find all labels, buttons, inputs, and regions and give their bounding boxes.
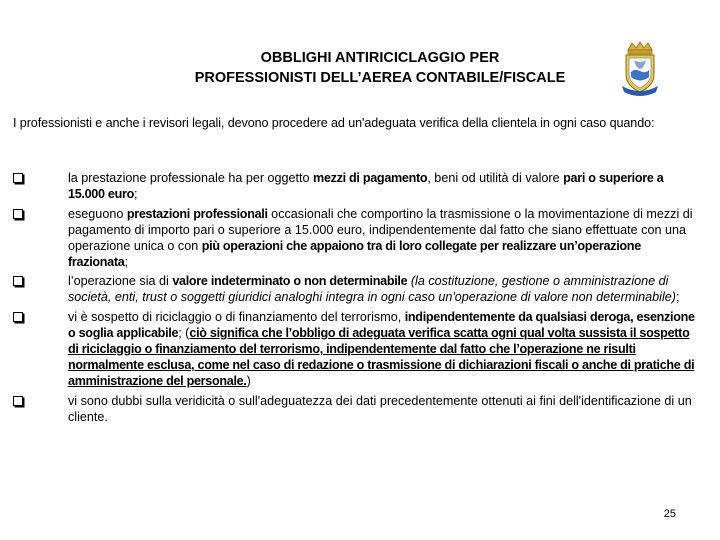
bullet-text: occasionali che comportino la trasmissione o la movimentazione di mezzi di pagamento di importo pari o superiore a 15.000 euro, indipendentemente dal fatto che siano effettuate con una operazione unica o con <box>68 207 693 253</box>
bullet-emphasis: più operazioni che appaiono tra di loro collegate per realizzare un’operazione frazionata <box>68 239 641 269</box>
bullet-text: ; <box>675 290 680 304</box>
bullet-text: la prestazione professionale ha per oggetto <box>68 171 314 185</box>
square-bullet-icon <box>13 396 23 406</box>
bullet-italic-text: (la costituzione, gestione o amministrazione di società, enti, trust o soggetti giuridici analoghi integra in ogni caso un'operazione di valore non determinabile) <box>68 274 676 304</box>
bullet-emphasis: pari o superiore a 15.000 euro <box>68 171 664 201</box>
bullet-text: l’operazione sia di <box>68 274 173 288</box>
bullet-text: ) <box>246 374 251 388</box>
bullet-emphasis: mezzi di pagamento <box>313 171 428 185</box>
list-item <box>13 170 703 202</box>
bullet-emphasis: indipendentemente da qualsiasi deroga, esenzione o soglia applicabile <box>68 310 695 340</box>
bullet-text: vi è sospetto di riciclaggio o di finanziamento del terrorismo, <box>68 310 405 324</box>
coat-of-arms-emblem-icon <box>618 40 662 98</box>
bullet-emphasis: valore indeterminato o non determinabile <box>172 274 408 288</box>
title-line-1: OBBLIGHI ANTIRICICLAGGIO PER <box>260 50 500 66</box>
title-line-2: PROFESSIONISTI DELL’AEREA CONTABILE/FISCALE <box>194 70 566 86</box>
bullet-text: ; <box>124 255 128 269</box>
intro-paragraph: I professionisti e anche i revisori legali, devono procedere ad un'adeguata verifica della clientela in ogni caso quando: <box>13 116 655 130</box>
bullet-underlined-text: ciò significa che l’obbligo di adeguata verifica scatta ogni qual volta sussista il sospetto di riciclaggio o finanziamento del terrorismo, indipendentemente dal fatto che l’operazione ne risulti normalmente esclusa, come nel caso di redazione o trasmissione di dichiarazioni fiscali o anche di pratiche di amministrazione del personale. <box>68 326 695 388</box>
square-bullet-icon <box>13 173 23 183</box>
list-item <box>13 273 703 305</box>
square-bullet-icon <box>13 312 23 322</box>
list-item <box>13 206 703 270</box>
bullet-text: ; <box>134 187 138 201</box>
square-bullet-icon <box>13 276 23 286</box>
square-bullet-icon <box>13 209 23 219</box>
page-title <box>150 48 610 88</box>
list-item <box>13 393 703 425</box>
bullet-text: eseguono <box>68 207 127 221</box>
bullet-text: ; ( <box>178 326 190 340</box>
conditions-list <box>13 170 703 429</box>
bullet-emphasis: prestazioni professionali <box>126 207 268 221</box>
bullet-text: , beni od utilità di valore <box>427 171 564 185</box>
bullet-text: vi sono dubbi sulla veridicità o sull'adeguatezza dei dati precedentemente ottenuti ai fini dell'identificazione di un cliente. <box>68 394 692 424</box>
page-number: 25 <box>663 508 676 520</box>
list-item <box>13 309 703 389</box>
